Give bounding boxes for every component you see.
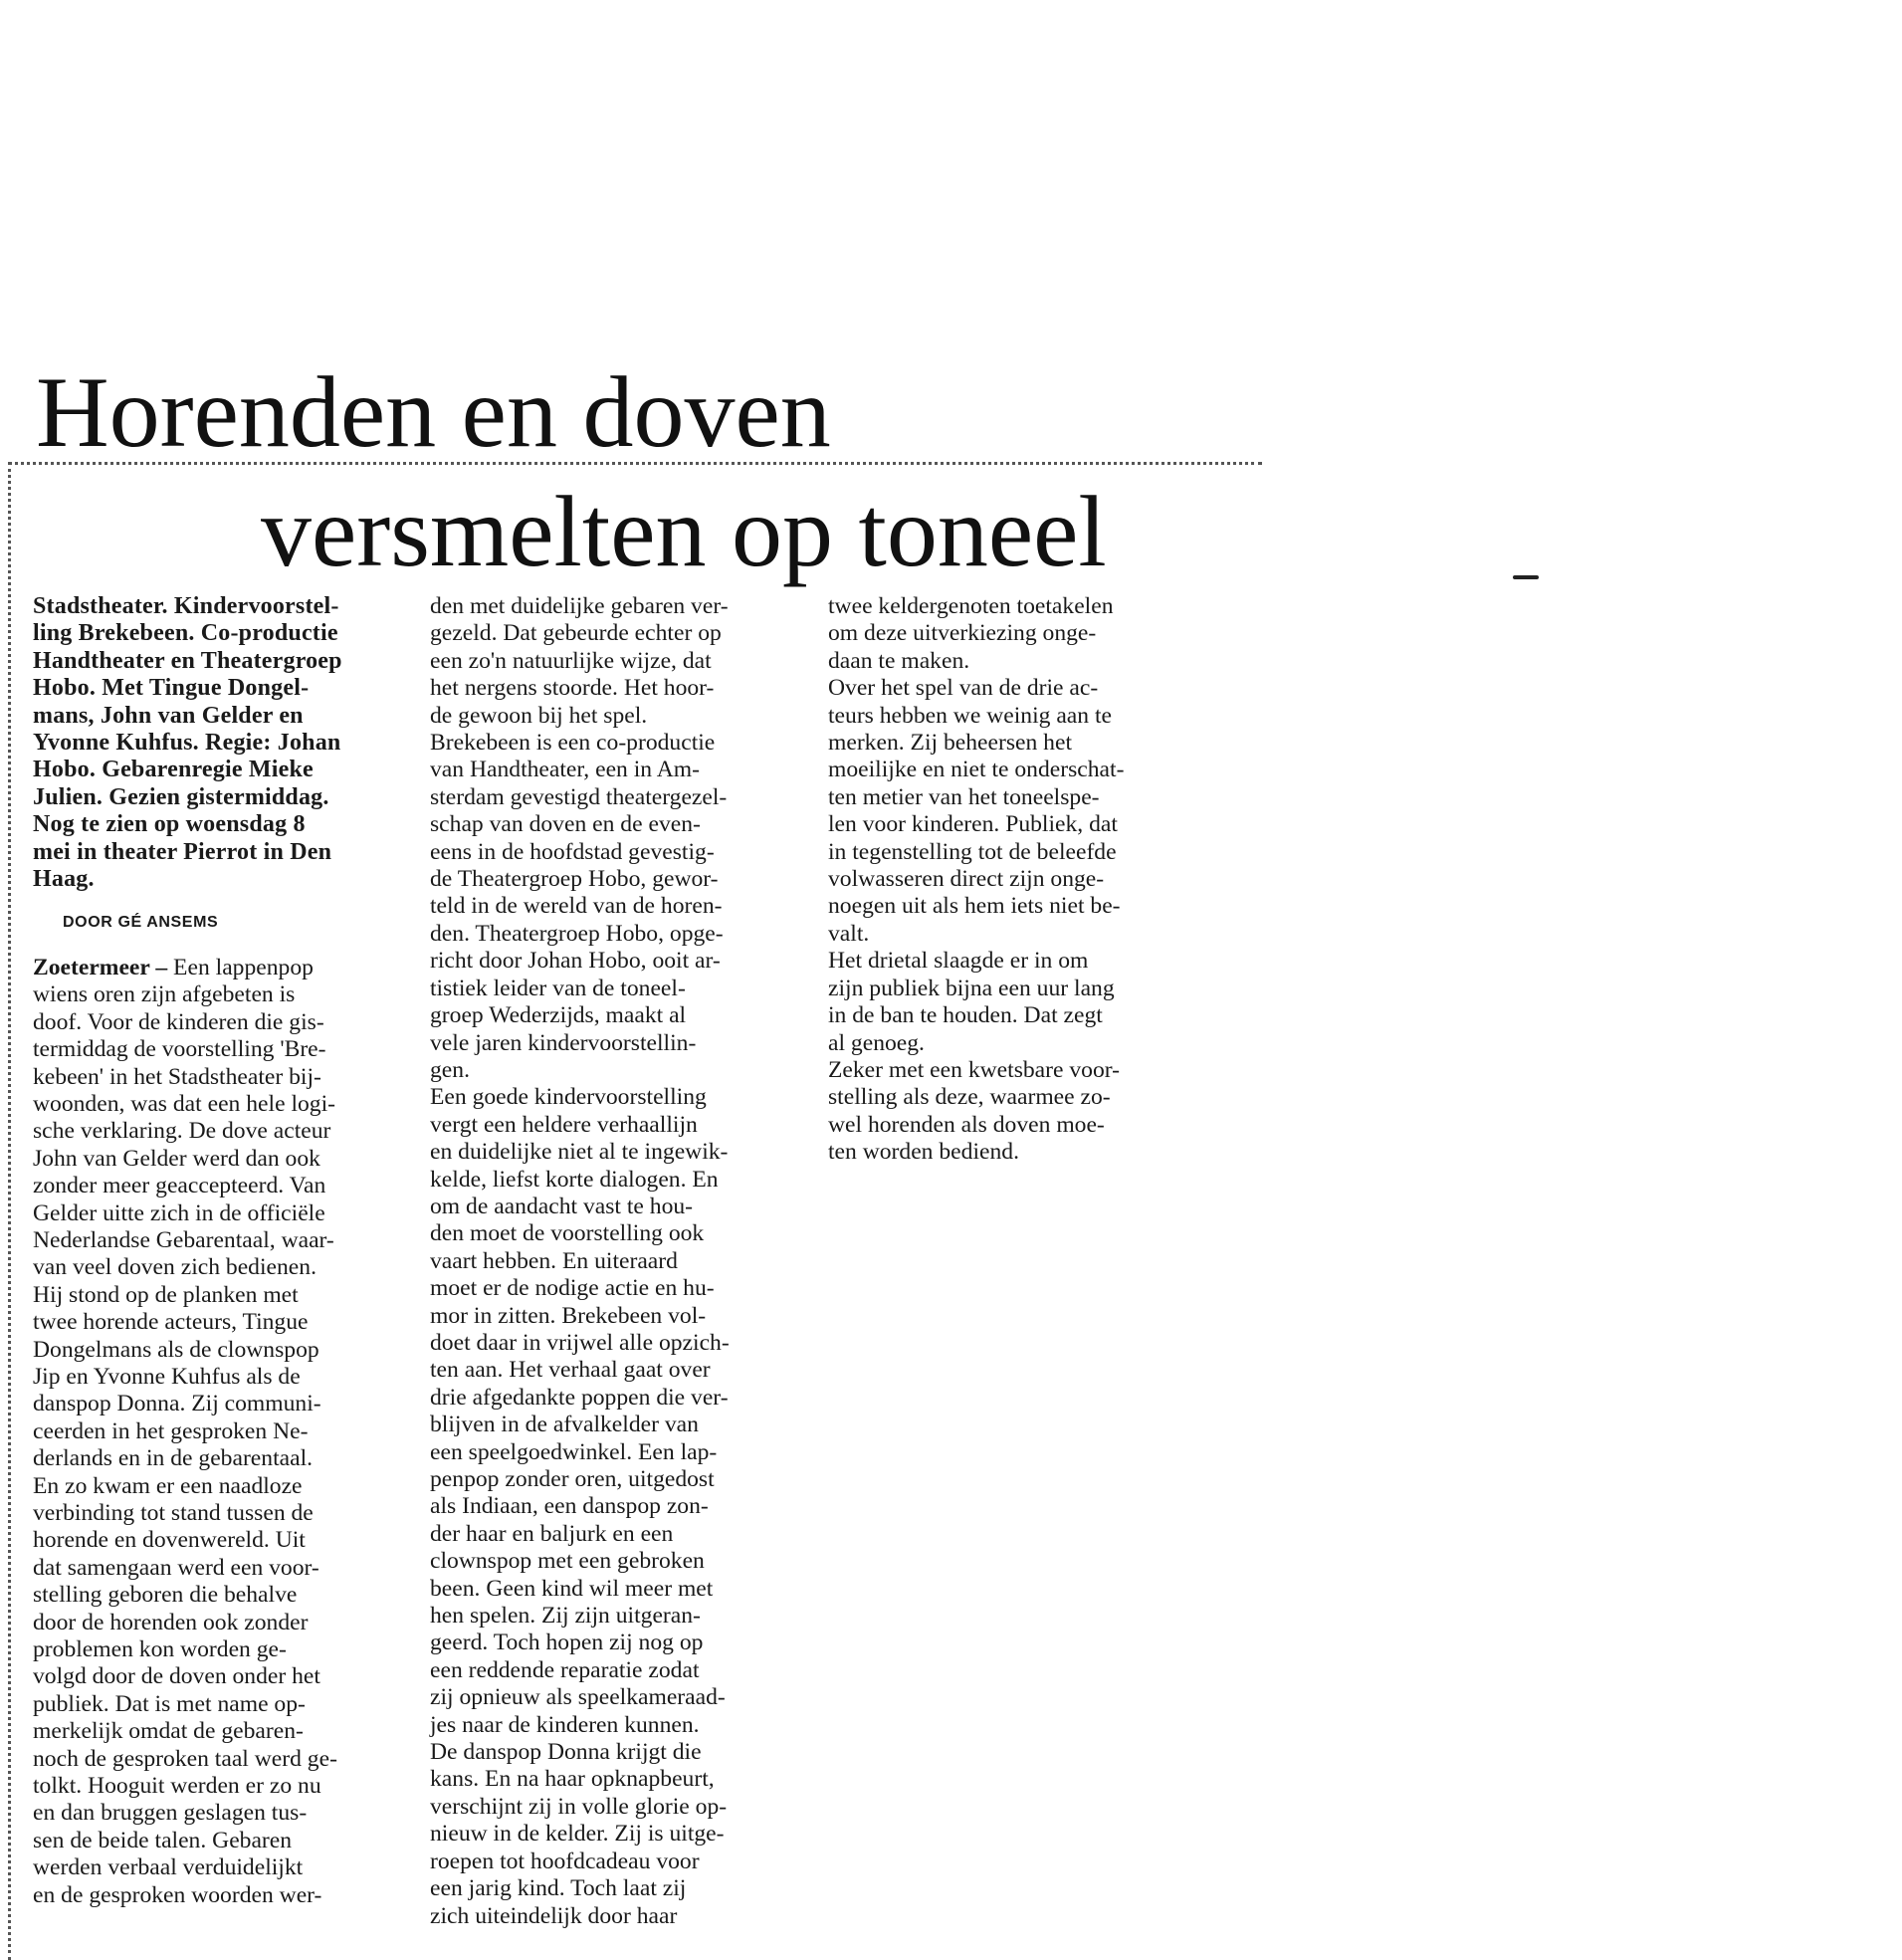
body-line: been. Geen kind wil meer met [430, 1575, 714, 1602]
body-line: om deze uitverkiezing onge- [828, 620, 1097, 647]
body-line: al genoeg. [828, 1029, 925, 1056]
body-line: teurs hebben we weinig aan te [828, 702, 1112, 729]
body-line: problemen kon worden ge- [33, 1636, 287, 1663]
body-line: derlands en in de gebarentaal. [33, 1445, 314, 1472]
body-line: verbinding tot stand tussen de [33, 1500, 314, 1526]
body-line: kebeen' in het Stadstheater bij- [33, 1063, 321, 1090]
body-line: len voor kinderen. Publiek, dat [828, 811, 1118, 838]
body-line: der haar en baljurk en een [430, 1520, 674, 1547]
body-line: blijven in de afvalkelder van [430, 1412, 699, 1438]
body-line: volgd door de doven onder het [33, 1663, 320, 1690]
body-line: van Handtheater, een in Am- [430, 757, 700, 783]
body-line: stelling geboren die behalve [33, 1582, 298, 1609]
body-line: den met duidelijke gebaren ver- [430, 593, 729, 619]
body-line: ceerden in het gesproken Ne- [33, 1417, 309, 1444]
body-line: ten metier van het toneelspe- [828, 783, 1100, 810]
body-line: ten worden bediend. [828, 1139, 1019, 1166]
article-column-3 [828, 593, 1206, 1167]
body-line: publiek. Dat is met name op- [33, 1690, 306, 1717]
scan-speck [1513, 575, 1539, 579]
credits-line: ling Brekebeen. Co-productie [33, 620, 338, 647]
body-line: woonden, was dat een hele logi- [33, 1090, 335, 1117]
body-line: jes naar de kinderen kunnen. [430, 1711, 700, 1738]
body-line: ten aan. Het verhaal gaat over [430, 1357, 711, 1384]
body-line: groep Wederzijds, maakt al [430, 1002, 687, 1029]
body-line: wel horenden als doven moe- [828, 1111, 1105, 1138]
body-line: dat samengaan werd een voor- [33, 1554, 319, 1581]
credits-line: Stadstheater. Kindervoorstel- [33, 593, 339, 619]
body-line [33, 955, 401, 981]
body-line: zij opnieuw als speelkameraad- [430, 1684, 726, 1711]
body-line: sche verklaring. De dove acteur [33, 1118, 331, 1145]
body-text: Een lappenpop [167, 954, 314, 980]
body-line: hen spelen. Zij zijn uitgeran- [430, 1603, 701, 1630]
body-line: geerd. Toch hopen zij nog op [430, 1630, 704, 1656]
body-line: volwasseren direct zijn onge- [828, 866, 1105, 893]
body-line: Nederlandse Gebarentaal, waar- [33, 1226, 334, 1253]
body-line: horende en dovenwereld. Uit [33, 1527, 306, 1554]
body-line: gezeld. Dat gebeurde echter op [430, 620, 722, 647]
body-line: twee keldergenoten toetakelen [828, 593, 1114, 619]
body-line: verschijnt zij in volle glorie op- [430, 1793, 728, 1820]
body-line: den. Theatergroep Hobo, opge- [430, 920, 724, 947]
body-line: daan te maken. [828, 647, 970, 674]
body-line: door de horenden ook zonder [33, 1609, 309, 1635]
body-line: den moet de voorstelling ook [430, 1220, 705, 1247]
body-line: valt. [828, 920, 870, 947]
body-line: sen de beide talen. Gebaren [33, 1827, 293, 1853]
dotted-border-left [8, 462, 11, 1960]
body-line: zijn publiek bijna een uur lang [828, 975, 1115, 1001]
credits-line: Hobo. Gebarenregie Mieke [33, 757, 314, 783]
headline-line-2: versmelten op toneel [261, 476, 1107, 588]
body-line: teld in de wereld van de horen- [430, 893, 723, 920]
body-line: de gewoon bij het spel. [430, 702, 648, 729]
body-line: De danspop Donna krijgt die [430, 1739, 702, 1766]
body-line: drie afgedankte poppen die ver- [430, 1384, 729, 1411]
body-line: Brekebeen is een co-productie [430, 730, 716, 757]
body-line: merkelijk omdat de gebaren- [33, 1718, 304, 1745]
body-line: gen. [430, 1056, 470, 1083]
article-column-2 [430, 593, 806, 1930]
body-line: clownspop met een gebroken [430, 1548, 705, 1575]
body-line: en duidelijke niet al te ingewik- [430, 1139, 729, 1166]
body-line: om de aandacht vast te hou- [430, 1193, 694, 1219]
credits-line: Yvonne Kuhfus. Regie: Johan [33, 730, 341, 757]
body-line: John van Gelder werd dan ook [33, 1145, 320, 1172]
body-line: moet er de nodige actie en hu- [430, 1275, 715, 1302]
body-line: richt door Johan Hobo, ooit ar- [430, 948, 721, 975]
production-credits [33, 593, 401, 893]
body-line: de Theatergroep Hobo, gewor- [430, 866, 719, 893]
credits-line: mans, John van Gelder en [33, 702, 304, 729]
body-line: als Indiaan, een danspop zon- [430, 1493, 709, 1520]
body-line: tistiek leider van de toneel- [430, 975, 686, 1001]
body-line: wiens oren zijn afgebeten is [33, 981, 296, 1008]
credits-line: Hobo. Met Tingue Dongel- [33, 675, 310, 702]
body-line: het nergens stoorde. Het hoor- [430, 675, 715, 702]
body-line: een speelgoedwinkel. Een lap- [430, 1438, 718, 1465]
body-line: een zo'n natuurlijke wijze, dat [430, 647, 712, 674]
body-line: doet daar in vrijwel alle opzich- [430, 1329, 730, 1356]
body-line: tolkt. Hooguit werden er zo nu [33, 1773, 321, 1800]
body-line: vergt een heldere verhaallijn [430, 1111, 698, 1138]
article-column-1 [33, 593, 401, 1909]
body-line: zonder meer geaccepteerd. Van [33, 1173, 326, 1199]
body-line: Jip en Yvonne Kuhfus als de [33, 1363, 301, 1390]
body-line: van veel doven zich bedienen. [33, 1254, 317, 1281]
body-line: noegen uit als hem iets niet be- [828, 893, 1121, 920]
body-line: Een goede kindervoorstelling [430, 1084, 707, 1111]
body-line: roepen tot hoofdcadeau voor [430, 1848, 700, 1874]
body-line: doof. Voor de kinderen die gis- [33, 1008, 324, 1035]
body-line: stelling als deze, waarmee zo- [828, 1084, 1111, 1111]
body-line: En zo kwam er een naadloze [33, 1472, 303, 1499]
body-line: danspop Donna. Zij communi- [33, 1391, 321, 1417]
body-line: mor in zitten. Brekebeen vol- [430, 1302, 707, 1329]
body-line: Het drietal slaagde er in om [828, 948, 1089, 975]
credits-line: mei in theater Pierrot in Den [33, 838, 332, 865]
body-line: en de gesproken woorden wer- [33, 1881, 322, 1908]
body-line: eens in de hoofdstad gevestig- [430, 838, 715, 865]
credits-line: Haag. [33, 866, 95, 893]
credits-line: Julien. Gezien gistermiddag. [33, 783, 329, 810]
body-line: Gelder uitte zich in de officiële [33, 1199, 325, 1226]
credits-line: Nog te zien op woensdag 8 [33, 811, 306, 838]
body-line: penpop zonder oren, uitgedost [430, 1466, 715, 1492]
dateline: Zoetermeer – [33, 954, 168, 980]
body-line: vele jaren kindervoorstellin- [430, 1029, 697, 1056]
body-line: Over het spel van de drie ac- [828, 675, 1099, 702]
body-line: Dongelmans als de clownspop [33, 1336, 319, 1363]
body-line: een reddende reparatie zodat [430, 1656, 700, 1683]
article-body-column-1 [33, 955, 401, 1909]
body-line: zich uiteindelijk door haar [430, 1902, 678, 1929]
body-line: merken. Zij beheersen het [828, 730, 1073, 757]
body-line: een jarig kind. Toch laat zij [430, 1875, 687, 1902]
body-line: in tegenstelling tot de beleefde [828, 838, 1117, 865]
body-line: sterdam gevestigd theatergezel- [430, 783, 728, 810]
body-line: in de ban te houden. Dat zegt [828, 1002, 1103, 1029]
body-line: en dan bruggen geslagen tus- [33, 1800, 308, 1827]
body-line: nieuw in de kelder. Zij is uitge- [430, 1821, 725, 1848]
body-line: vaart hebben. En uiteraard [430, 1247, 678, 1274]
body-line: noch de gesproken taal werd ge- [33, 1745, 337, 1772]
headline-line-1: Horenden en doven [36, 356, 831, 469]
byline: DOOR GÉ ANSEMS [63, 914, 219, 932]
body-line: termiddag de voorstelling 'Bre- [33, 1036, 326, 1063]
body-line: Zeker met een kwetsbare voor- [828, 1056, 1120, 1083]
body-line: kans. En na haar opknapbeurt, [430, 1766, 715, 1793]
body-line: Hij stond op de planken met [33, 1281, 299, 1308]
body-line: kelde, liefst korte dialogen. En [430, 1166, 719, 1193]
body-line: werden verbaal verduidelijkt [33, 1854, 304, 1881]
body-line: moeilijke en niet te onderschat- [828, 757, 1125, 783]
body-line: schap van doven en de even- [430, 811, 701, 838]
body-line: twee horende acteurs, Tingue [33, 1309, 309, 1336]
credits-line: Handtheater en Theatergroep [33, 647, 342, 674]
